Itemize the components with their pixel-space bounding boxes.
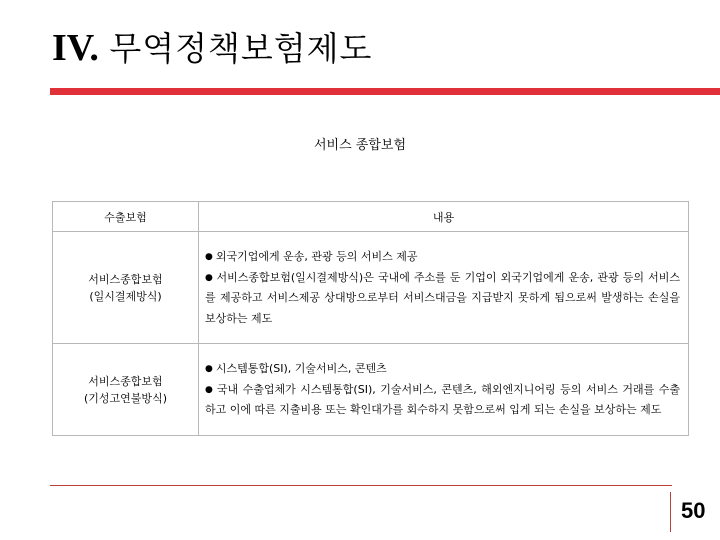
footer-rule <box>50 485 672 486</box>
bullet-text: 시스템통합(SI), 기술서비스, 콘텐츠 <box>215 362 387 376</box>
bullet-dot-icon: ● <box>205 384 214 395</box>
bullet-item <box>205 380 680 421</box>
page-number: 50 <box>681 498 706 523</box>
title-roman-numeral: IV. <box>52 27 99 69</box>
bullet-dot-icon: ● <box>205 364 213 375</box>
insurance-method: (일시결제방식) <box>89 289 162 303</box>
insurance-name-cell <box>53 232 199 344</box>
insurance-name: 서비스종합보험 <box>88 374 163 388</box>
insurance-description-cell <box>199 232 689 344</box>
header-content: 내용 <box>199 202 689 232</box>
insurance-name-cell <box>53 344 199 436</box>
bullet-item <box>205 247 680 268</box>
table-header-row <box>53 202 689 232</box>
title-text: 무역정책보험제도 <box>109 29 373 68</box>
table-row <box>53 344 689 436</box>
bullet-dot-icon: ● <box>205 272 214 283</box>
bullet-text: 외국기업에게 운송, 관광 등의 서비스 제공 <box>215 250 418 263</box>
header-export-insurance: 수출보험 <box>53 202 199 232</box>
insurance-method: (기성고연불방식) <box>84 391 167 405</box>
insurance-description-cell <box>199 344 689 436</box>
bullet-text: 서비스종합보험(일시결제방식)은 국내에 주소를 둔 기업이 외국기업에게 운송, 관광 등의 서비스를 제공하고 서비스제공 상대방으로부터 서비스대금을 지급받지 못하게 됨으로써 발생하는 손실을 보상하는 제도 <box>205 270 680 325</box>
bullet-text: 국내 수출업체가 시스템통합(SI), 기술서비스, 콘텐츠, 해외엔지니어링 등의 서비스 거래를 수출하고 이에 따른 지출비용 또는 확인대가를 회수하지 못함으로써 입게 되는 손실을 보상하는 제도 <box>205 382 680 417</box>
insurance-name: 서비스종합보험 <box>88 272 163 286</box>
bullet-item <box>205 268 680 330</box>
title-underline-bar <box>50 88 720 95</box>
insurance-table <box>52 201 689 436</box>
bullet-dot-icon: ● <box>205 252 213 262</box>
table-row <box>53 232 689 344</box>
slide-title <box>52 26 372 71</box>
bullet-item <box>205 359 680 380</box>
section-subtitle: 서비스 종합보험 <box>313 138 407 153</box>
